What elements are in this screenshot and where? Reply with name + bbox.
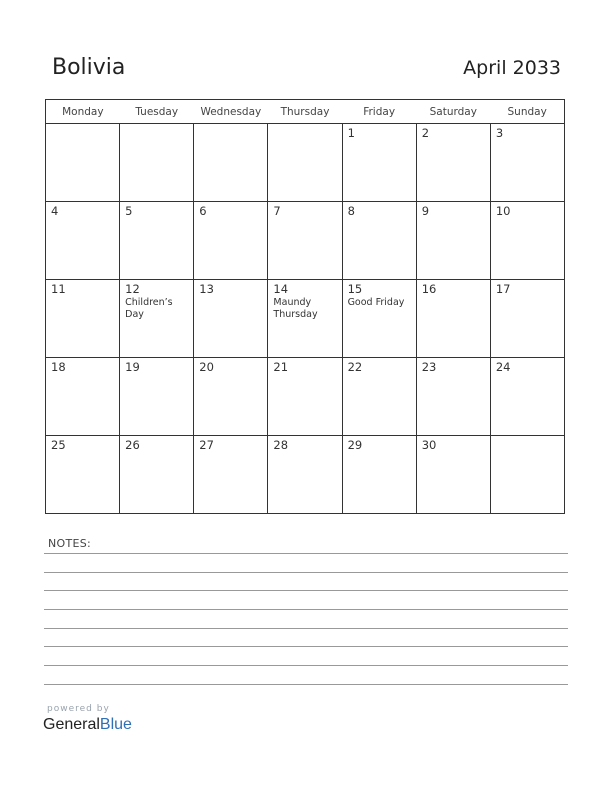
month-title: April 2033 [463,57,561,79]
day-cell [342,280,416,358]
brand-logo[interactable] [43,716,132,734]
weekday-header: Sunday [490,100,564,124]
day-cell [268,280,342,358]
week-row [46,202,565,280]
day-number: 2 [421,126,430,140]
country-title: Bolivia [52,55,126,80]
weekday-header: Monday [46,100,120,124]
day-number: 23 [421,360,437,374]
day-number: 27 [199,438,214,452]
brand-general-text: General [43,716,100,733]
day-number: 17 [495,282,511,296]
day-cell [268,124,342,202]
day-cell [490,124,564,202]
day-cell [342,436,416,514]
day-cell [416,202,490,280]
holiday-label: Children’s Day [125,297,173,320]
day-number: 28 [273,438,289,452]
day-cell [120,124,194,202]
day-number: 16 [421,282,437,296]
note-line [44,684,568,685]
day-cell [194,358,268,436]
day-number: 20 [199,360,214,374]
day-number: 30 [421,438,437,452]
day-number: 25 [51,438,66,452]
holiday-label: Maundy Thursday [273,297,318,320]
week-row [46,358,565,436]
holiday-label: Good Friday [347,297,405,308]
day-cell [342,358,416,436]
brand-blue-text: Blue [99,716,132,733]
note-line [44,572,568,573]
note-line [44,665,568,666]
day-cell [490,280,564,358]
day-cell [490,436,564,514]
day-number: 21 [273,360,289,374]
weekday-header: Tuesday [120,100,194,124]
weekday-header: Friday [342,100,416,124]
day-cell [490,202,564,280]
weekday-header-row [46,100,565,124]
day-number: 10 [495,204,511,218]
day-number: 24 [495,360,511,374]
day-cell [194,124,268,202]
notes-label: NOTES: [48,537,92,550]
day-number: 3 [495,126,504,140]
day-cell [46,124,120,202]
weekday-header: Saturday [416,100,490,124]
week-row [46,436,565,514]
note-line [44,553,568,554]
day-number: 8 [347,204,355,218]
note-line [44,609,568,610]
weekday-header: Thursday [268,100,342,124]
weekday-header: Wednesday [194,100,268,124]
day-cell [416,280,490,358]
note-line [44,646,568,647]
day-number: 13 [199,282,214,296]
day-number: 12 [125,282,140,296]
week-row [46,280,565,358]
day-number: 15 [347,282,363,296]
day-cell [268,358,342,436]
note-line [44,590,568,591]
day-number: 11 [51,282,66,296]
day-number: 26 [125,438,140,452]
day-number: 6 [199,204,207,218]
day-cell [268,202,342,280]
day-number: 5 [125,204,133,218]
day-cell [342,202,416,280]
day-cell [46,436,120,514]
day-number: 4 [51,204,59,218]
day-number: 29 [347,438,363,452]
day-cell [268,436,342,514]
day-cell [416,124,490,202]
day-cell [120,436,194,514]
day-cell [342,124,416,202]
day-cell [194,202,268,280]
week-row [46,124,565,202]
calendar-body [46,124,565,514]
day-cell [46,280,120,358]
day-number: 19 [125,360,140,374]
day-cell [120,280,194,358]
day-number: 14 [273,282,289,296]
day-number: 18 [51,360,66,374]
day-cell [46,202,120,280]
day-number: 9 [421,204,430,218]
day-cell [46,358,120,436]
day-cell [416,436,490,514]
note-line [44,628,568,629]
day-cell [490,358,564,436]
day-number: 22 [347,360,363,374]
day-cell [194,280,268,358]
day-cell [120,202,194,280]
day-cell [120,358,194,436]
day-cell [416,358,490,436]
day-number: 7 [273,204,281,218]
day-number: 1 [347,126,355,140]
powered-by-text: powered by [47,704,110,714]
calendar-grid [45,99,565,514]
day-cell [194,436,268,514]
